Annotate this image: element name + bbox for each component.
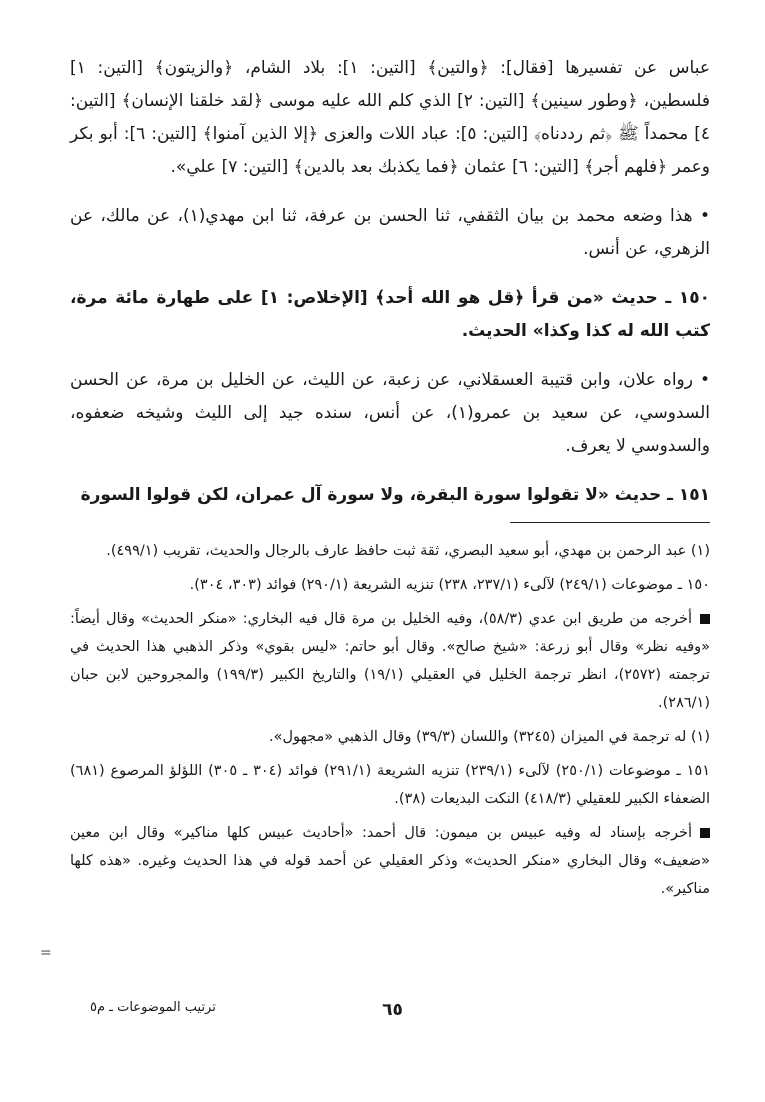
isnad-note-149: • هذا وضعه محمد بن بيان الثقفي، ثنا الحسن بن عرفة، ثنا ابن مهدي(١)، عن مالك، عن الزهري، عن أنس. — [70, 206, 711, 259]
footnote-takhrij-151: أخرجه بإسناد له وفيه عبيس بن ميمون: قال أحمد: «أحاديث عبيس كلها مناكير» وقال ابن معين «ضعيف» وقال البخاري «منكر الحديث» وذكر العقيلي عن أحمد قوله في هذا الحديث وغيره. «هذه كلها مناكير». — [70, 825, 710, 897]
tafsir-paragraph: عباس عن تفسيرها [فقال]: ﴿والتين﴾ [التين: ١]: بلاد الشام، ﴿والزيتون﴾ [التين: ١] فلسطين، ﴿وطور سينين﴾ [التين: ٢] الذي كلم الله عليه موسى ﴿لقد خلقنا الإنسان﴾ [التين: ٤] محمداً ﷺ ﴿ثم رددناه﴾ [التين: ٥]: عباد اللات والعزى ﴿إلا الذين آمنوا﴾ [التين: ٦]: أبو بكر وعمر ﴿فلهم أجر﴾ [التين: ٦] عثمان ﴿فما يكذبك بعد بالدين﴾ [التين: ٧] علي». — [70, 58, 711, 177]
hadith-151: ١٥١ ـ حديث «لا تقولوا سورة البقرة، ولا سورة آل عمران، لكن قولوا السورة — [80, 485, 710, 505]
footnote-said-bin-amr: (١) له ترجمة في الميزان (٣٢٤٥) واللسان (٣٩/٣) وقال الذهبي «مجهول». — [268, 729, 710, 745]
margin-mark: = — [40, 945, 52, 961]
hadith-150: ١٥٠ ـ حديث «من قرأ ﴿قل هو الله أحد﴾ [الإخلاص: ١] على طهارة مائة مرة، كتب الله له كذا وكذا» الحديث. — [70, 288, 710, 341]
page-footer — [90, 1000, 695, 1030]
isnad-note-150: • رواه علان، وابن قتيبة العسقلاني، عن زعبة، عن الليث، عن الخليل بن مرة، عن الحسن السدوسي، عن سعيد بن عمرو(١)، عن أنس، سنده جيد إلى الليث وشيخه ضعفوه، والسدوسي لا يعرف. — [70, 370, 710, 456]
page-number: ٦٥ — [382, 1000, 403, 1020]
footnote-ibn-mahdi: (١) عبد الرحمن بن مهدي، أبو سعيد البصري، ثقة ثبت حافظ عارف بالرجال والحديث، تقريب (٤٩٩/١). — [106, 543, 710, 559]
square-bullet-icon — [700, 828, 710, 838]
square-bullet-icon — [700, 614, 710, 624]
page-content — [70, 52, 710, 909]
footnote-takhrij-150: أخرجه من طريق ابن عدي (٥٨/٣)، وفيه الخليل بن مرة قال فيه البخاري: «منكر الحديث» وقال أيضاً: «وفيه نظر» وقال أبو زرعة: «شيخ صالح». وقال أبو حاتم: «ليس بقوي» وذكر الذهبي هذا الحديث في ترجمته (٢٥٧٢)، انظر ترجمة الخليل في العقيلي (١٩/١) والتاريخ الكبير (١٩٩/٣) والمجروحين لابن حبان (٢٨٦/١). — [70, 611, 710, 711]
footnote-separator — [510, 522, 710, 523]
footnote-sources-151: ١٥١ ـ موضوعات (٢٥٠/١) لآلىء (٢٣٩/١) تنزيه الشريعة (٢٩١/١) فوائد (٣٠٤ ـ ٣٠٥) اللؤلؤ المرصوع (٦٨١) الضعفاء الكبير للعقيلي (٤١٨/٣) النكت البديعات (٣٨). — [70, 763, 711, 807]
signature-mark: ترتيب الموضوعات ـ م٥ — [90, 1000, 216, 1015]
footnote-sources-150: ١٥٠ ـ موضوعات (٢٤٩/١) لآلىء (٢٣٧/١، ٢٣٨) تنزيه الشريعة (٢٩٠/١) فوائد (٣٠٣، ٣٠٤). — [189, 577, 710, 593]
